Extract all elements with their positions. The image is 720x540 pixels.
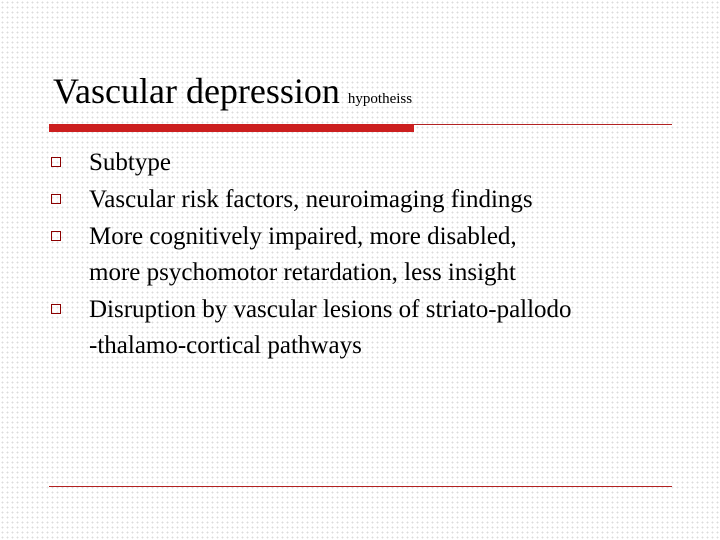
hollow-square-bullet-icon xyxy=(51,157,61,167)
bullet-text-line-1: More cognitively impaired, more disabled, xyxy=(89,223,517,250)
bullet-item xyxy=(51,182,691,218)
bullet-text: Subtype xyxy=(89,149,171,176)
title-divider-line xyxy=(414,124,672,125)
footer-divider-line xyxy=(49,486,672,487)
hollow-square-bullet-icon xyxy=(51,231,61,241)
bullet-text: Vascular risk factors, neuroimaging findings xyxy=(89,186,533,213)
title-suffix: hypotheiss xyxy=(347,91,413,107)
bullet-list xyxy=(51,145,691,365)
hollow-square-bullet-icon xyxy=(51,304,61,314)
title-accent-bar xyxy=(49,124,414,132)
bullet-text-line-2: -thalamo-cortical pathways xyxy=(89,332,362,359)
bullet-text-line-2: more psychomotor retardation, less insight xyxy=(89,259,517,286)
hollow-square-bullet-icon xyxy=(51,194,61,204)
bullet-item xyxy=(51,292,691,364)
slide-title xyxy=(53,73,412,109)
bullet-item xyxy=(51,219,691,291)
title-text: Vascular depression xyxy=(53,71,340,111)
bullet-item xyxy=(51,145,691,181)
bullet-text-line-1: Disruption by vascular lesions of striato-pallodo xyxy=(89,296,572,323)
